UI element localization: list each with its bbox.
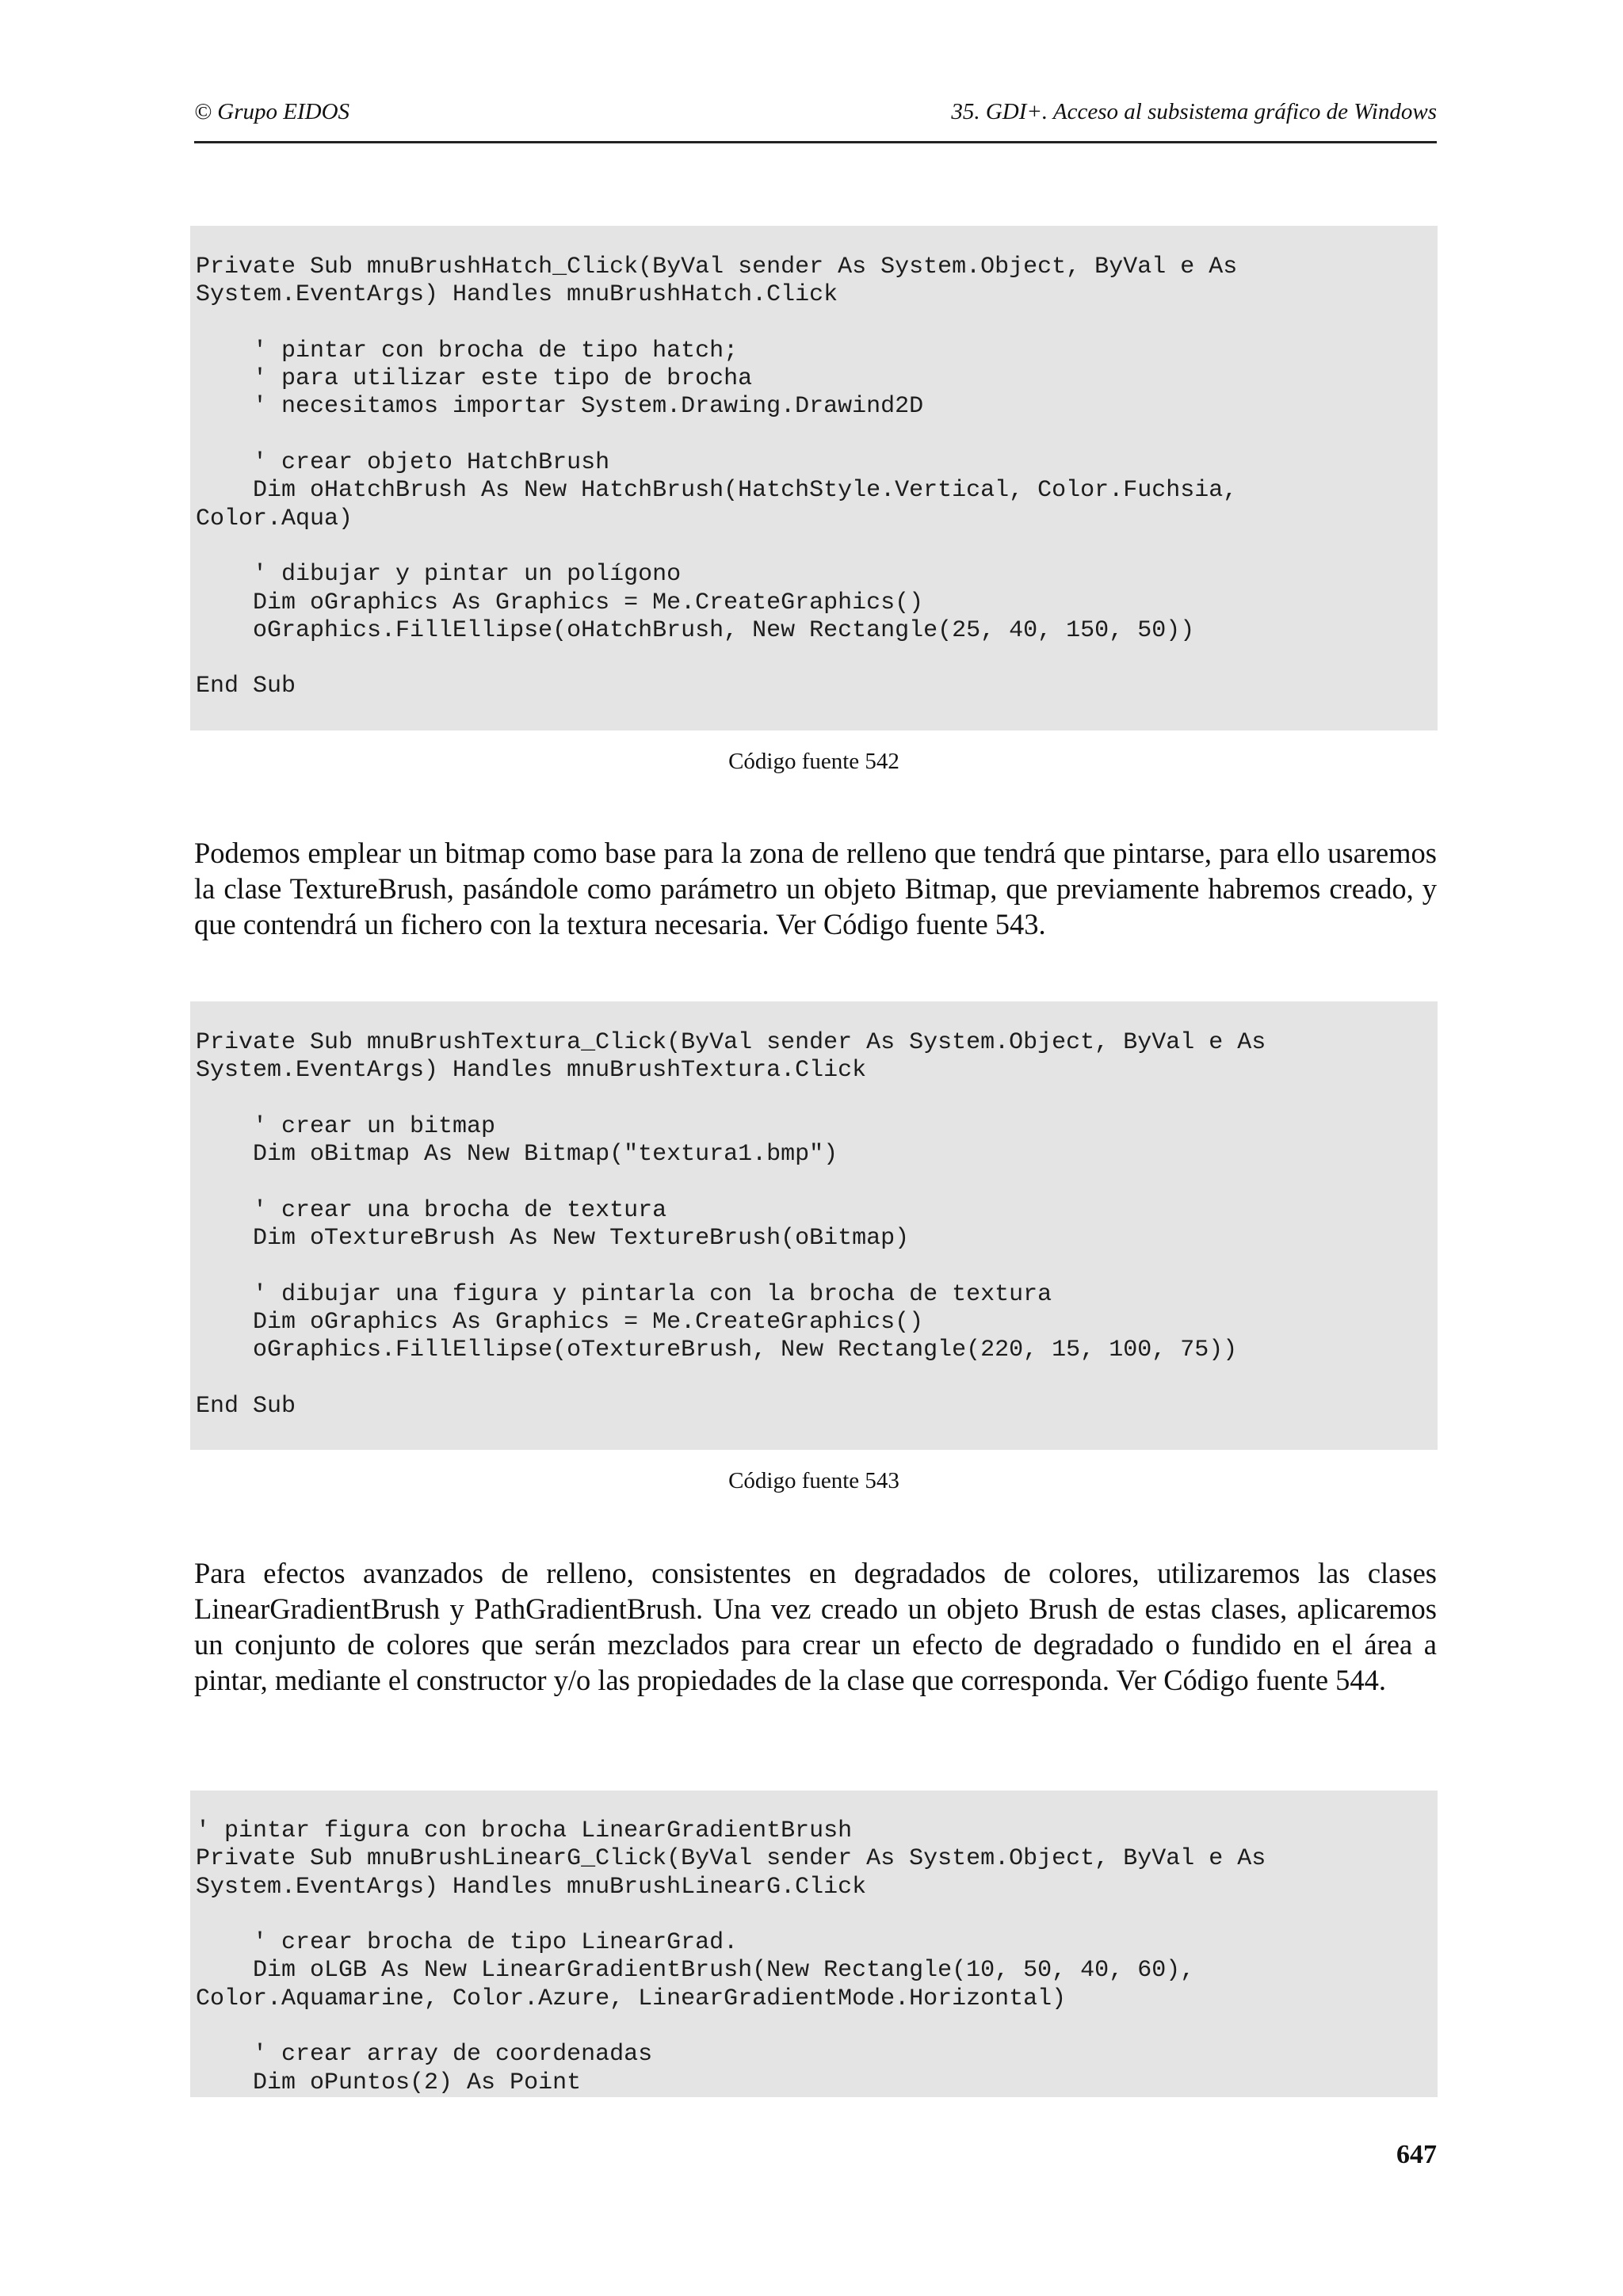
page-header <box>194 93 1437 143</box>
code-block-544: ' pintar figura con brocha LinearGradientBrush Private Sub mnuBrushLinearG_Click(ByVal sender As System.Object, ByVal e As System.EventArgs) Handles mnuBrushLinearG.Click ' crear brocha de tipo LinearGrad. Dim oLGB As New LinearGradientBrush(New Rectangle(10, 50, 40, 60), Color.Aquamarine, Color.Azure, LinearGradientMode.Horizontal) ' crear array de coordenadas Dim oPuntos(2) As Point <box>190 1791 1438 2097</box>
paragraph-texture-brush: Podemos emplear un bitmap como base para la zona de relleno que tendrá que pintarse, para ello usaremos la clase TextureBrush, pasándole como parámetro un objeto Bitmap, que previamente habremos creado, y que contendrá un fichero con la textura necesaria. Ver Código fuente 543. <box>194 837 1437 940</box>
header-chapter-title: 35. GDI+. Acceso al subsistema gráfico de Windows <box>951 99 1437 124</box>
caption-542: Código fuente 542 <box>728 749 899 774</box>
page-number: 647 <box>1396 2140 1437 2169</box>
caption-543: Código fuente 543 <box>728 1468 899 1493</box>
header-publisher: © Grupo EIDOS <box>194 99 350 124</box>
code-block-543: Private Sub mnuBrushTextura_Click(ByVal sender As System.Object, ByVal e As System.EventArgs) Handles mnuBrushTextura.Click ' crear un bitmap Dim oBitmap As New Bitmap("textura1.bmp") ' crear una brocha de textura Dim oTextureBrush As New TextureBrush(oBitmap) ' dibujar una figura y pintarla con la brocha de textura Dim oGraphics As Graphics = Me.CreateGraphics() oGraphics.FillEllipse(oTextureBrush, New Rectangle(220, 15, 100, 75)) End Sub <box>190 1001 1438 1450</box>
code-block-542: Private Sub mnuBrushHatch_Click(ByVal sender As System.Object, ByVal e As System.EventArgs) Handles mnuBrushHatch.Click ' pintar con brocha de tipo hatch; ' para utilizar este tipo de brocha ' necesitamos importar System.Drawing.Drawind2D ' crear objeto HatchBrush Dim oHatchBrush As New HatchBrush(HatchStyle.Vertical, Color.Fuchsia, Color.Aqua) ' dibujar y pintar un polígono Dim oGraphics As Graphics = Me.CreateGraphics() oGraphics.FillEllipse(oHatchBrush, New Rectangle(25, 40, 150, 50)) End Sub <box>190 226 1438 730</box>
paragraph-gradient-brush: Para efectos avanzados de relleno, consistentes en degradados de colores, utilizaremos las clases LinearGradientBrush y PathGradientBrush. Una vez creado un objeto Brush de estas clases, aplicaremos un conjunto de colores que serán mezclados para crear un efecto de degradado o fundido en el área a pintar, mediante el constructor y/o las propiedades de la clase que corresponda. Ver Código fuente 544. <box>194 1557 1437 1696</box>
